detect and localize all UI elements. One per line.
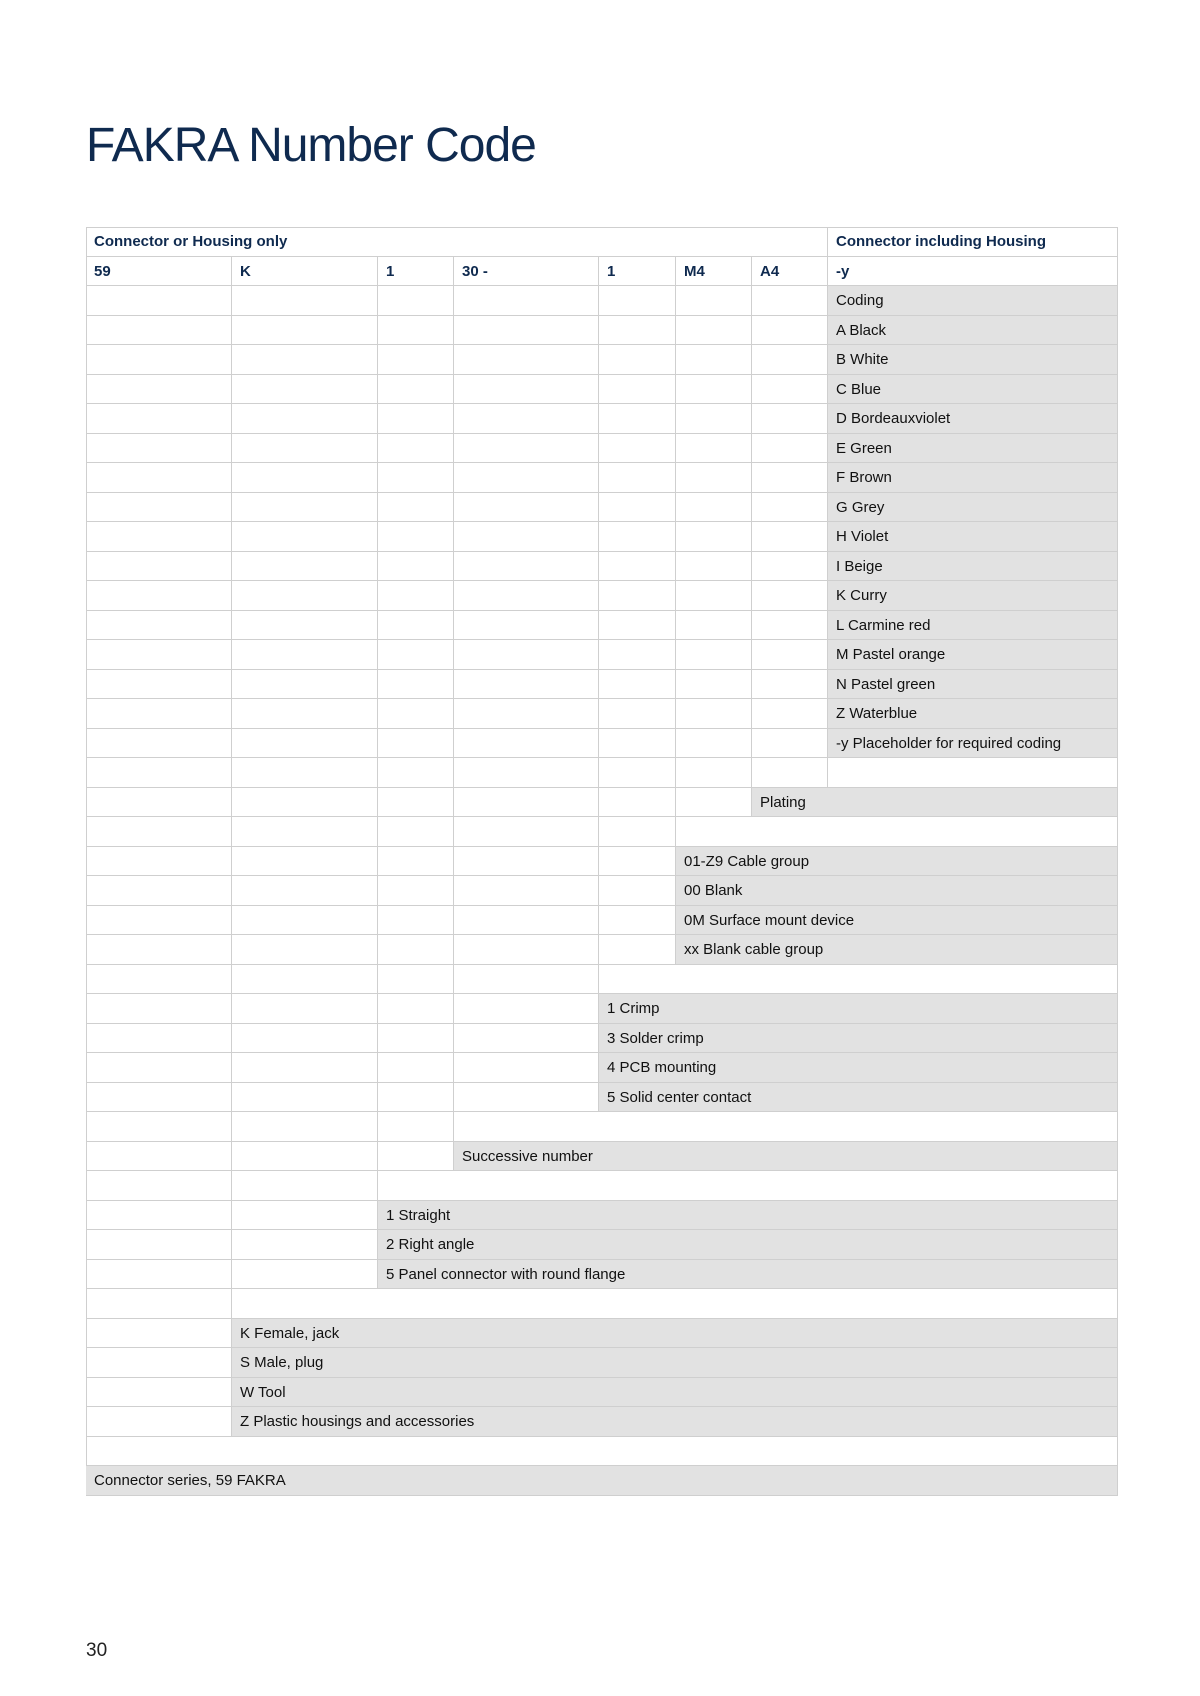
empty-cell: [232, 552, 378, 582]
empty-cell: [232, 1201, 378, 1231]
gender-item: K Female, jack: [232, 1319, 1118, 1349]
page-number: 30: [86, 1640, 108, 1661]
empty-cell: [86, 1348, 232, 1378]
cable-group-item: 01-Z9 Cable group: [676, 847, 1118, 877]
empty-cell: [378, 788, 454, 818]
empty-cell: [378, 522, 454, 552]
contact-type-item: 1 Crimp: [599, 994, 1118, 1024]
empty-cell: [676, 611, 752, 641]
empty-cell: [599, 758, 676, 788]
code-segment: 1: [378, 257, 454, 287]
empty-cell: [378, 581, 454, 611]
empty-cell: [86, 935, 232, 965]
empty-cell: [232, 965, 378, 995]
empty-cell: [232, 817, 378, 847]
empty-cell: [676, 434, 752, 464]
empty-cell: [752, 286, 828, 316]
empty-cell: [599, 847, 676, 877]
empty-cell: [86, 345, 232, 375]
cable-group-item: 00 Blank: [676, 876, 1118, 906]
empty-cell: [86, 316, 232, 346]
code-segment: M4: [676, 257, 752, 287]
empty-cell: [752, 522, 828, 552]
empty-cell: [378, 965, 454, 995]
empty-cell: [676, 699, 752, 729]
empty-cell: [676, 463, 752, 493]
empty-cell: [378, 286, 454, 316]
coding-item: I Beige: [828, 552, 1118, 582]
orientation-item: 2 Right angle: [378, 1230, 1118, 1260]
empty-cell: [232, 611, 378, 641]
empty-cell: [86, 729, 232, 759]
empty-cell: [599, 699, 676, 729]
empty-cell: [86, 788, 232, 818]
empty-cell: [232, 1112, 378, 1142]
empty-cell: [378, 1112, 454, 1142]
empty-cell: [676, 522, 752, 552]
empty-cell: [599, 935, 676, 965]
spacer-cell: [752, 758, 1118, 788]
empty-cell: [599, 581, 676, 611]
empty-cell: [86, 817, 232, 847]
empty-cell: [232, 1083, 378, 1113]
empty-cell: [752, 316, 828, 346]
empty-cell: [232, 1230, 378, 1260]
empty-cell: [378, 699, 454, 729]
coding-item: F Brown: [828, 463, 1118, 493]
empty-cell: [454, 1024, 599, 1054]
spacer-cell: [378, 1171, 1118, 1201]
coding-item: M Pastel orange: [828, 640, 1118, 670]
empty-cell: [599, 670, 676, 700]
empty-cell: [378, 758, 454, 788]
empty-cell: [599, 817, 676, 847]
orientation-item: 1 Straight: [378, 1201, 1118, 1231]
empty-cell: [86, 552, 232, 582]
empty-cell: [86, 493, 232, 523]
empty-cell: [752, 404, 828, 434]
empty-cell: [599, 729, 676, 759]
empty-cell: [752, 493, 828, 523]
empty-cell: [232, 670, 378, 700]
orientation-item: 5 Panel connector with round flange: [378, 1260, 1118, 1290]
empty-cell: [232, 1142, 378, 1172]
empty-cell: [378, 611, 454, 641]
spacer-cell: [86, 1437, 1118, 1467]
empty-cell: [454, 345, 599, 375]
empty-cell: [454, 994, 599, 1024]
empty-cell: [599, 434, 676, 464]
empty-cell: [599, 345, 676, 375]
empty-cell: [232, 493, 378, 523]
empty-cell: [378, 404, 454, 434]
number-code-table: [86, 227, 1118, 1489]
empty-cell: [599, 552, 676, 582]
empty-cell: [454, 935, 599, 965]
empty-cell: [599, 375, 676, 405]
empty-cell: [599, 876, 676, 906]
header-including-housing: Connector including Housing: [828, 227, 1118, 257]
empty-cell: [454, 758, 599, 788]
empty-cell: [676, 286, 752, 316]
cable-group-item: 0M Surface mount device: [676, 906, 1118, 936]
empty-cell: [86, 1378, 232, 1408]
empty-cell: [378, 670, 454, 700]
empty-cell: [454, 463, 599, 493]
coding-item: G Grey: [828, 493, 1118, 523]
empty-cell: [752, 611, 828, 641]
empty-cell: [86, 1083, 232, 1113]
empty-cell: [752, 640, 828, 670]
empty-cell: [86, 1260, 232, 1290]
empty-cell: [378, 493, 454, 523]
empty-cell: [676, 788, 752, 818]
header-housing-only: Connector or Housing only: [86, 227, 828, 257]
coding-item: K Curry: [828, 581, 1118, 611]
code-segment: K: [232, 257, 378, 287]
empty-cell: [599, 316, 676, 346]
contact-type-item: 4 PCB mounting: [599, 1053, 1118, 1083]
empty-cell: [454, 286, 599, 316]
empty-cell: [599, 493, 676, 523]
empty-cell: [752, 670, 828, 700]
empty-cell: [454, 404, 599, 434]
page-title: FAKRA Number Code: [86, 119, 536, 172]
empty-cell: [454, 316, 599, 346]
empty-cell: [454, 1083, 599, 1113]
empty-cell: [676, 552, 752, 582]
empty-cell: [752, 345, 828, 375]
empty-cell: [86, 1201, 232, 1231]
empty-cell: [599, 788, 676, 818]
empty-cell: [454, 434, 599, 464]
empty-cell: [454, 876, 599, 906]
empty-cell: [232, 1024, 378, 1054]
empty-cell: [752, 434, 828, 464]
empty-cell: [599, 906, 676, 936]
empty-cell: [86, 1230, 232, 1260]
empty-cell: [86, 699, 232, 729]
empty-cell: [378, 729, 454, 759]
empty-cell: [378, 345, 454, 375]
plating-label: Plating: [752, 788, 1118, 818]
empty-cell: [676, 345, 752, 375]
empty-cell: [454, 611, 599, 641]
empty-cell: [454, 729, 599, 759]
empty-cell: [232, 906, 378, 936]
coding-item: A Black: [828, 316, 1118, 346]
empty-cell: [676, 758, 752, 788]
empty-cell: [378, 994, 454, 1024]
empty-cell: [86, 994, 232, 1024]
empty-cell: [86, 1407, 232, 1437]
empty-cell: [378, 817, 454, 847]
code-segment: -y: [828, 257, 1118, 287]
empty-cell: [86, 1112, 232, 1142]
empty-cell: [676, 581, 752, 611]
empty-cell: [232, 876, 378, 906]
empty-cell: [86, 1142, 232, 1172]
empty-cell: [378, 906, 454, 936]
empty-cell: [86, 906, 232, 936]
code-segment: A4: [752, 257, 828, 287]
empty-cell: [378, 1024, 454, 1054]
empty-cell: [86, 434, 232, 464]
gender-item: W Tool: [232, 1378, 1118, 1408]
empty-cell: [86, 758, 232, 788]
empty-cell: [86, 286, 232, 316]
empty-cell: [232, 463, 378, 493]
empty-cell: [232, 788, 378, 818]
code-segment: 1: [599, 257, 676, 287]
empty-cell: [599, 611, 676, 641]
empty-cell: [378, 1053, 454, 1083]
empty-cell: [676, 729, 752, 759]
empty-cell: [232, 640, 378, 670]
empty-cell: [232, 729, 378, 759]
empty-cell: [86, 1289, 232, 1319]
empty-cell: [86, 522, 232, 552]
empty-cell: [454, 493, 599, 523]
empty-cell: [378, 552, 454, 582]
gender-item: S Male, plug: [232, 1348, 1118, 1378]
empty-cell: [232, 434, 378, 464]
empty-cell: [378, 847, 454, 877]
coding-item: C Blue: [828, 375, 1118, 405]
empty-cell: [454, 965, 599, 995]
empty-cell: [232, 286, 378, 316]
empty-cell: [752, 375, 828, 405]
empty-cell: [454, 375, 599, 405]
empty-cell: [86, 1319, 232, 1349]
empty-cell: [378, 1083, 454, 1113]
empty-cell: [676, 493, 752, 523]
spacer-cell: [676, 817, 1118, 847]
empty-cell: [454, 670, 599, 700]
empty-cell: [86, 847, 232, 877]
empty-cell: [86, 965, 232, 995]
empty-cell: [86, 463, 232, 493]
empty-cell: [232, 375, 378, 405]
empty-cell: [454, 906, 599, 936]
coding-item: H Violet: [828, 522, 1118, 552]
empty-cell: [86, 640, 232, 670]
coding-item: B White: [828, 345, 1118, 375]
contact-type-item: 5 Solid center contact: [599, 1083, 1118, 1113]
successive-number: Successive number: [454, 1142, 1118, 1172]
empty-cell: [378, 640, 454, 670]
empty-cell: [454, 522, 599, 552]
empty-cell: [454, 640, 599, 670]
empty-cell: [454, 1053, 599, 1083]
empty-cell: [599, 522, 676, 552]
empty-cell: [86, 876, 232, 906]
empty-cell: [232, 1053, 378, 1083]
contact-type-item: 3 Solder crimp: [599, 1024, 1118, 1054]
coding-item: D Bordeauxviolet: [828, 404, 1118, 434]
coding-item: L Carmine red: [828, 611, 1118, 641]
empty-cell: [454, 847, 599, 877]
empty-cell: [232, 699, 378, 729]
empty-cell: [86, 670, 232, 700]
coding-heading: Coding: [828, 286, 1118, 316]
empty-cell: [378, 375, 454, 405]
empty-cell: [378, 434, 454, 464]
cable-group-item: xx Blank cable group: [676, 935, 1118, 965]
empty-cell: [676, 640, 752, 670]
empty-cell: [86, 1053, 232, 1083]
empty-cell: [454, 552, 599, 582]
empty-cell: [752, 581, 828, 611]
empty-cell: [232, 847, 378, 877]
empty-cell: [86, 581, 232, 611]
empty-cell: [232, 994, 378, 1024]
empty-cell: [378, 935, 454, 965]
empty-cell: [232, 581, 378, 611]
empty-cell: [86, 404, 232, 434]
empty-cell: [752, 729, 828, 759]
empty-cell: [378, 876, 454, 906]
empty-cell: [86, 375, 232, 405]
empty-cell: [454, 699, 599, 729]
empty-cell: [86, 1024, 232, 1054]
code-segment: 59: [86, 257, 232, 287]
empty-cell: [232, 758, 378, 788]
coding-item: N Pastel green: [828, 670, 1118, 700]
empty-cell: [378, 316, 454, 346]
coding-item: -y Placeholder for required coding: [828, 729, 1118, 759]
connector-series: Connector series, 59 FAKRA: [86, 1466, 1118, 1496]
coding-item: E Green: [828, 434, 1118, 464]
empty-cell: [676, 375, 752, 405]
empty-cell: [378, 463, 454, 493]
empty-cell: [676, 670, 752, 700]
coding-item: Z Waterblue: [828, 699, 1118, 729]
empty-cell: [86, 1171, 232, 1201]
empty-cell: [232, 935, 378, 965]
empty-cell: [752, 463, 828, 493]
empty-cell: [599, 463, 676, 493]
spacer-cell: [232, 1289, 1118, 1319]
empty-cell: [232, 1260, 378, 1290]
gender-item: Z Plastic housings and accessories: [232, 1407, 1118, 1437]
empty-cell: [752, 552, 828, 582]
empty-cell: [454, 788, 599, 818]
spacer-cell: [599, 965, 1118, 995]
empty-cell: [378, 1142, 454, 1172]
empty-cell: [752, 699, 828, 729]
empty-cell: [599, 640, 676, 670]
spacer-cell: [454, 1112, 1118, 1142]
empty-cell: [232, 345, 378, 375]
empty-cell: [232, 522, 378, 552]
empty-cell: [676, 404, 752, 434]
empty-cell: [454, 817, 599, 847]
empty-cell: [232, 404, 378, 434]
empty-cell: [86, 611, 232, 641]
code-segment: 30 -: [454, 257, 599, 287]
empty-cell: [599, 286, 676, 316]
empty-cell: [232, 1171, 378, 1201]
empty-cell: [676, 316, 752, 346]
empty-cell: [599, 404, 676, 434]
empty-cell: [232, 316, 378, 346]
empty-cell: [454, 581, 599, 611]
